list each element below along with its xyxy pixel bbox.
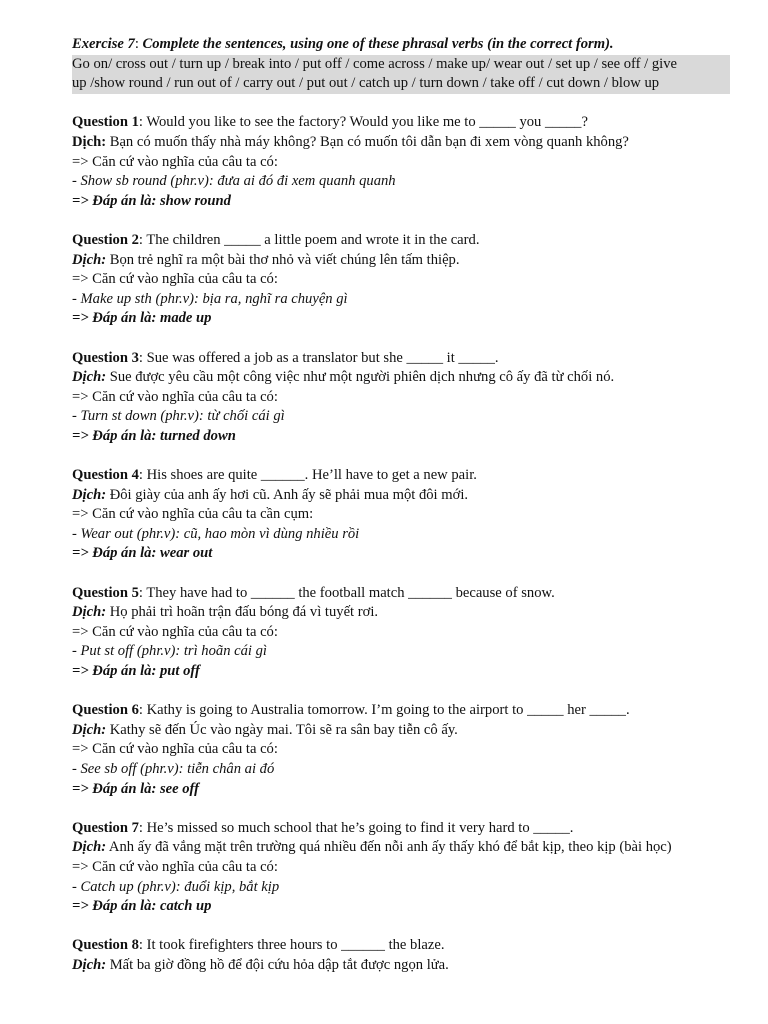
translation-text: Họ phải trì hoãn trận đấu bóng đá vì tuyết rơi. (106, 604, 379, 621)
basis-line: => Căn cứ vào nghĩa của câu ta có: (72, 741, 278, 758)
basis-line: => Căn cứ vào nghĩa của câu ta có: (72, 153, 278, 170)
question-line (72, 231, 722, 251)
translation-text: Bọn trẻ nghĩ ra một bài thơ nhỏ và viết chúng lên tấm thiệp. (106, 251, 460, 268)
translation-text: Anh ấy đã vắng mặt trên trường quá nhiều đến nỗi anh ấy thấy khó để bắt kịp, theo kịp (bài học) (106, 839, 672, 856)
question-line (72, 584, 722, 604)
question-label: Question 2 (72, 231, 139, 248)
translation-line (72, 721, 722, 741)
basis-line: => Căn cứ vào nghĩa của câu ta có: (72, 623, 278, 640)
translation-label: Dịch: (72, 604, 107, 621)
translation-line (72, 486, 722, 506)
question-sentence: : Kathy is going to Australia tomorrow. I’m going to the airport to _____ her _____. (138, 702, 630, 719)
answer-line: => Đáp án là: catch up (72, 898, 212, 915)
definition-line: - Make up sth (phr.v): bịa ra, nghĩ ra chuyện gì (72, 290, 348, 307)
question-block (72, 113, 722, 211)
basis-line: => Căn cứ vào nghĩa của câu ta cần cụm: (72, 506, 314, 523)
question-sentence: : The children _____ a little poem and wrote it in the card. (138, 231, 480, 248)
translation-text: Mất ba giờ đồng hồ để đội cứu hỏa dập tắt được ngọn lửa. (106, 956, 449, 973)
translation-label: Dịch: (72, 839, 107, 856)
translation-line (72, 956, 722, 976)
question-block (72, 936, 722, 975)
question-sentence: : It took firefighters three hours to ______ the blaze. (138, 937, 445, 954)
definition-line: - Turn st down (phr.v): từ chối cái gì (72, 408, 285, 425)
question-block (72, 819, 722, 917)
definition-line: - Wear out (phr.v): cũ, hao mòn vì dùng nhiều rồi (72, 525, 360, 542)
question-line (72, 466, 722, 486)
definition-line: - Catch up (phr.v): đuổi kịp, bắt kịp (72, 878, 280, 895)
translation-line (72, 251, 722, 271)
question-line (72, 701, 722, 721)
question-line (72, 113, 722, 133)
question-sentence: : He’s missed so much school that he’s going to find it very hard to _____. (138, 819, 574, 836)
answer-line: => Đáp án là: turned down (72, 427, 236, 444)
translation-line (72, 133, 722, 153)
phrasal-verb-bank (72, 55, 730, 94)
translation-text: Đôi giày của anh ấy hơi cũ. Anh ấy sẽ phải mua một đôi mới. (106, 486, 469, 503)
answer-line: => Đáp án là: put off (72, 663, 200, 679)
question-sentence: : Would you like to see the factory? Would you like me to _____ you _____? (138, 114, 588, 131)
question-block (72, 466, 722, 564)
translation-line (72, 368, 722, 388)
translation-label: Dịch: (72, 251, 107, 268)
question-sentence: : Sue was offered a job as a translator but she _____ it _____. (138, 349, 499, 366)
question-line (72, 349, 722, 369)
verb-bank-line-2: up /show round / run out of / carry out / put out / catch up / turn down / take off / cut down / blow up (72, 75, 660, 92)
translation-label: Dịch: (72, 486, 107, 503)
question-label: Question 1 (72, 114, 139, 131)
exercise-title (72, 35, 722, 55)
question-line (72, 936, 722, 956)
question-sentence: : They have had to ______ the football match ______ because of snow. (138, 584, 555, 601)
translation-label: Dịch: (72, 956, 107, 973)
definition-line: - Show sb round (phr.v): đưa ai đó đi xem quanh quanh (72, 173, 396, 190)
translation-label: Dịch: (72, 369, 107, 386)
question-label: Question 6 (72, 702, 139, 719)
question-line (72, 819, 722, 839)
question-block (72, 231, 722, 329)
translation-text: Kathy sẽ đến Úc vào ngày mai. Tôi sẽ ra sân bay tiễn cô ấy. (106, 721, 458, 738)
answer-line: => Đáp án là: show round (72, 192, 231, 209)
answer-line: => Đáp án là: made up (72, 310, 212, 327)
basis-line: => Căn cứ vào nghĩa của câu ta có: (72, 388, 278, 405)
answer-line: => Đáp án là: wear out (72, 545, 213, 562)
translation-label: Dịch: (72, 133, 107, 150)
translation-line (72, 603, 722, 623)
exercise-colon: : (134, 36, 143, 52)
question-block (72, 584, 722, 682)
question-sentence: : His shoes are quite ______. He’ll have to get a new pair. (138, 467, 477, 484)
question-label: Question 3 (72, 349, 139, 366)
document-page (72, 35, 722, 976)
question-label: Question 8 (72, 937, 139, 954)
question-list (72, 113, 722, 975)
translation-text: Bạn có muốn thấy nhà máy không? Bạn có muốn tôi dẫn bạn đi xem vòng quanh không? (106, 133, 629, 150)
basis-line: => Căn cứ vào nghĩa của câu ta có: (72, 271, 278, 288)
question-block (72, 701, 722, 799)
exercise-instruction: Complete the sentences, using one of these phrasal verbs (in the correct form). (142, 36, 614, 52)
translation-label: Dịch: (72, 721, 107, 738)
question-block (72, 349, 722, 447)
question-label: Question 5 (72, 584, 139, 601)
exercise-name: Exercise 7 (72, 36, 135, 52)
basis-line: => Căn cứ vào nghĩa của câu ta có: (72, 858, 278, 875)
definition-line: - Put st off (phr.v): trì hoãn cái gì (72, 643, 267, 660)
question-label: Question 7 (72, 819, 139, 836)
question-label: Question 4 (72, 467, 139, 484)
translation-text: Sue được yêu cầu một công việc như một người phiên dịch nhưng cô ấy đã từ chối nó. (106, 369, 615, 386)
answer-line: => Đáp án là: see off (72, 780, 200, 797)
translation-line (72, 838, 722, 858)
definition-line: - See sb off (phr.v): tiễn chân ai đó (72, 760, 275, 777)
verb-bank-line-1: Go on/ cross out / turn up / break into / put off / come across / make up/ wear out / set up / see off / give (72, 55, 677, 72)
